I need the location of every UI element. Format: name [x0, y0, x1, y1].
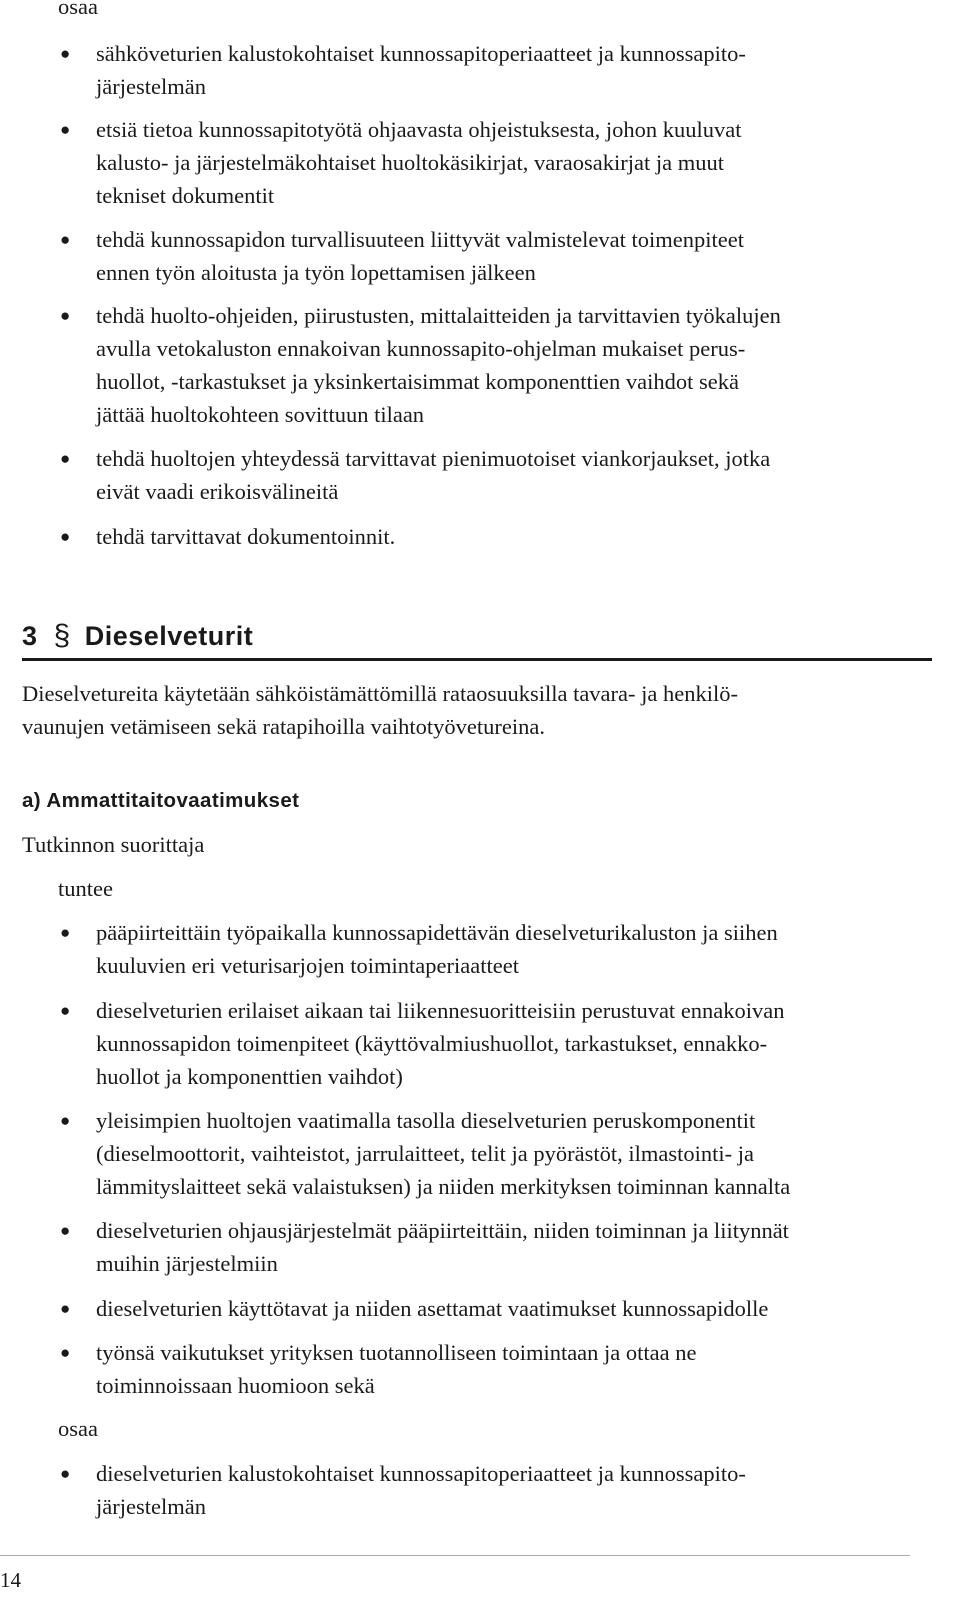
- list-item-line: ennen työn aloitusta ja työn lopettamisen jälkeen: [96, 260, 536, 285]
- list-item-line: muihin järjestelmiin: [96, 1251, 278, 1276]
- list-item-line: sähköveturien kalustokohtaiset kunnossapitoperiaatteet ja kunnossapito-: [96, 41, 746, 66]
- list-item-line: lämmityslaitteet sekä valaistuksen) ja niiden merkityksen toiminnan kannalta: [96, 1174, 791, 1199]
- bullet-icon: ●: [60, 120, 71, 139]
- bullet-icon: ●: [60, 230, 71, 249]
- bullet-icon: ●: [60, 1343, 71, 1362]
- list-item-line: avulla vetokaluston ennakoivan kunnossapito-ohjelman mukaiset perus-: [96, 336, 746, 361]
- bullet-icon: ●: [60, 1299, 71, 1318]
- list-item-line: dieselveturien kalustokohtaiset kunnossapitoperiaatteet ja kunnossapito-: [96, 1461, 746, 1486]
- page-divider: [0, 1555, 910, 1556]
- list-item-line: järjestelmän: [96, 1494, 206, 1519]
- performer-label: Tutkinnon suorittaja: [22, 832, 205, 857]
- bullet-icon: ●: [60, 44, 71, 63]
- list-item-line: pääpiirteittäin työpaikalla kunnossapidettävän dieselveturikaluston ja siihen: [96, 920, 778, 945]
- section-title: Dieselveturit: [84, 621, 254, 651]
- page-number: 14: [0, 1568, 21, 1592]
- bullet-icon: ●: [60, 527, 71, 546]
- knows-label: tuntee: [58, 876, 113, 901]
- bullet-icon: ●: [60, 1221, 71, 1240]
- bullet-icon: ●: [60, 306, 71, 325]
- bullet-icon: ●: [60, 923, 71, 942]
- list-item-line: tehdä kunnossapidon turvallisuuteen liittyvät valmistelevat toimenpiteet: [96, 227, 744, 252]
- bullet-icon: ●: [60, 449, 71, 468]
- list-item-line: dieselveturien käyttötavat ja niiden asettamat vaatimukset kunnossapidolle: [96, 1296, 769, 1321]
- intro-line: Dieselvetureita käytetään sähköistämättömillä rataosuuksilla tavara- ja henkilö-: [22, 681, 738, 706]
- bullet-icon: ●: [60, 1464, 71, 1483]
- list-item-line: kuuluvien eri veturisarjojen toimintaperiaatteet: [96, 953, 519, 978]
- can-label: osaa: [58, 1416, 98, 1441]
- list-item-line: jättää huoltokohteen sovittuun tilaan: [96, 402, 425, 427]
- list-item-line: järjestelmän: [96, 74, 206, 99]
- list-item-line: kalusto- ja järjestelmäkohtaiset huoltokäsikirjat, varaosakirjat ja muut: [96, 150, 724, 175]
- list-item-line: yleisimpien huoltojen vaatimalla tasolla dieselveturien peruskomponentit: [96, 1108, 756, 1133]
- list-item-line: etsiä tietoa kunnossapitotyötä ohjaavasta ohjeistuksesta, johon kuuluvat: [96, 117, 742, 142]
- bullet-icon: ●: [60, 1001, 71, 1020]
- section-symbol-icon: §: [53, 619, 71, 652]
- list-item-line: tehdä huolto-ohjeiden, piirustusten, mittalaitteiden ja tarvittavien työkalujen: [96, 303, 781, 328]
- list-item-line: työnsä vaikutukset yrityksen tuotannolliseen toimintaan ja ottaa ne: [96, 1340, 697, 1365]
- list-item-line: tekniset dokumentit: [96, 183, 275, 208]
- list-item-line: tehdä huoltojen yhteydessä tarvittavat pienimuotoiset viankorjaukset, jotka: [96, 446, 771, 471]
- list-item-line: eivät vaadi erikoisvälineitä: [96, 479, 339, 504]
- list-item-line: dieselveturien erilaiset aikaan tai liikennesuoritteisiin perustuvat ennakoivan: [96, 998, 785, 1023]
- subheading: a) Ammattitaitovaatimukset: [22, 789, 300, 812]
- list-item-line: kunnossapidon toimenpiteet (käyttövalmiushuollot, tarkastukset, ennakko-: [96, 1031, 768, 1056]
- list-item-line: toiminnoissaan huomioon sekä: [96, 1373, 375, 1398]
- list-item-line: (dieselmoottorit, vaihteistot, jarrulaitteet, telit ja pyörästöt, ilmastointi- ja: [96, 1141, 754, 1166]
- list-item-line: dieselveturien ohjausjärjestelmät pääpiirteittäin, niiden toiminnan ja liitynnät: [96, 1218, 789, 1243]
- list-item-line: tehdä tarvittavat dokumentoinnit.: [96, 524, 396, 549]
- list-item-line: huollot ja komponenttien vaihdot): [96, 1064, 403, 1089]
- section-heading: [22, 616, 932, 661]
- section-number: 3: [22, 621, 38, 651]
- bullet-icon: ●: [60, 1111, 71, 1130]
- list-item-line: huollot, -tarkastukset ja yksinkertaisimmat komponenttien vaihdot sekä: [96, 369, 739, 394]
- osaa-label-top: osaa: [58, 0, 98, 19]
- intro-line: vaunujen vetämiseen sekä ratapihoilla vaihtotyövetureina.: [22, 714, 545, 739]
